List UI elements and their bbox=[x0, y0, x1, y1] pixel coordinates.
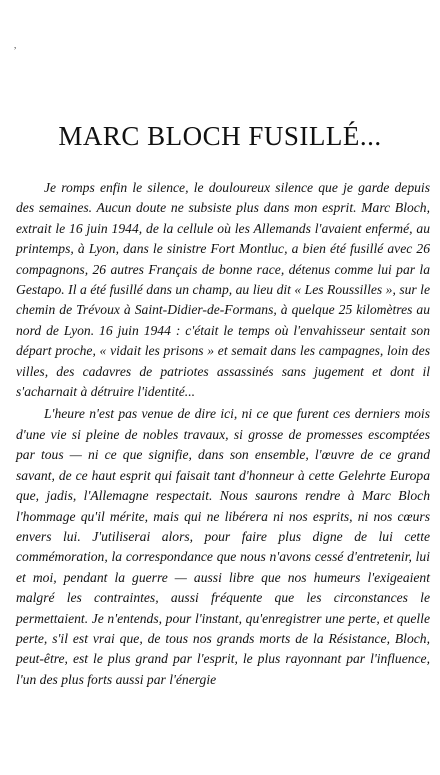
paragraph-1: Je romps enfin le silence, le douloureux silence que je garde depuis des semaines. Aucun doute ne subsiste plus dans mon esprit. Marc Bloch, extrait le 16 juin 1944, de la cellule où les Allemands l'avaient enfermé, au printemps, à Lyon, dans le sinistre Fort Montluc, a bien été fusillé avec 26 compagnons, 26 autres Français de bonne race, détenus comme lui par la Gestapo. Il a été fusillé dans un champ, au lieu dit « Les Roussilles », sur le chemin de Trévoux à Saint-Didier-de-Formans, à quelque 25 kilomètres au nord de Lyon. 16 juin 1944 : c'était le temps où l'envahisseur sentait son départ proche, « vidait les prisons » et semait dans les campagnes, loin des villes, des cadavres de patriotes assassinés sans jugement et dont il s'acharnait à détruire l'identité... bbox=[16, 180, 430, 400]
corner-mark: , bbox=[14, 40, 17, 50]
article-body bbox=[16, 178, 430, 690]
paragraph-2: L'heure n'est pas venue de dire ici, ni ce que furent ces derniers mois d'une vie si pleine de nobles travaux, si grosse de promesses escomptées par tous — ni ce que signifie, dans son ensemble, l'œuvre de ce grand savant, de ce haut esprit qui faisait tant d'honneur à cette Gelehrte Europa que, jadis, l'Allemagne respectait. Nous saurons rendre à Marc Bloch l'hommage qu'il mérite, mais qui ne libérera ni nos esprits, ni nos cœurs envers lui. J'utiliserai alors, pour faire plus digne de lui cette commémoration, la correspondance que nous n'avons cessé d'entretenir, lui et moi, pendant la guerre — aussi libre que nos humeurs l'exigeaient malgré les contraintes, aussi fréquente que les circonstances le permettaient. Je n'entends, pour l'instant, qu'enregistrer une perte, et quelle perte, s'il est vrai que, de tous nos grands morts de la Résistance, Bloch, peut-être, est le plus grand par l'esprit, le plus rayonnant par l'influence, l'un des plus forts aussi par l'énergie bbox=[16, 406, 430, 687]
page-title: MARC BLOCH FUSILLÉ... bbox=[58, 121, 382, 152]
